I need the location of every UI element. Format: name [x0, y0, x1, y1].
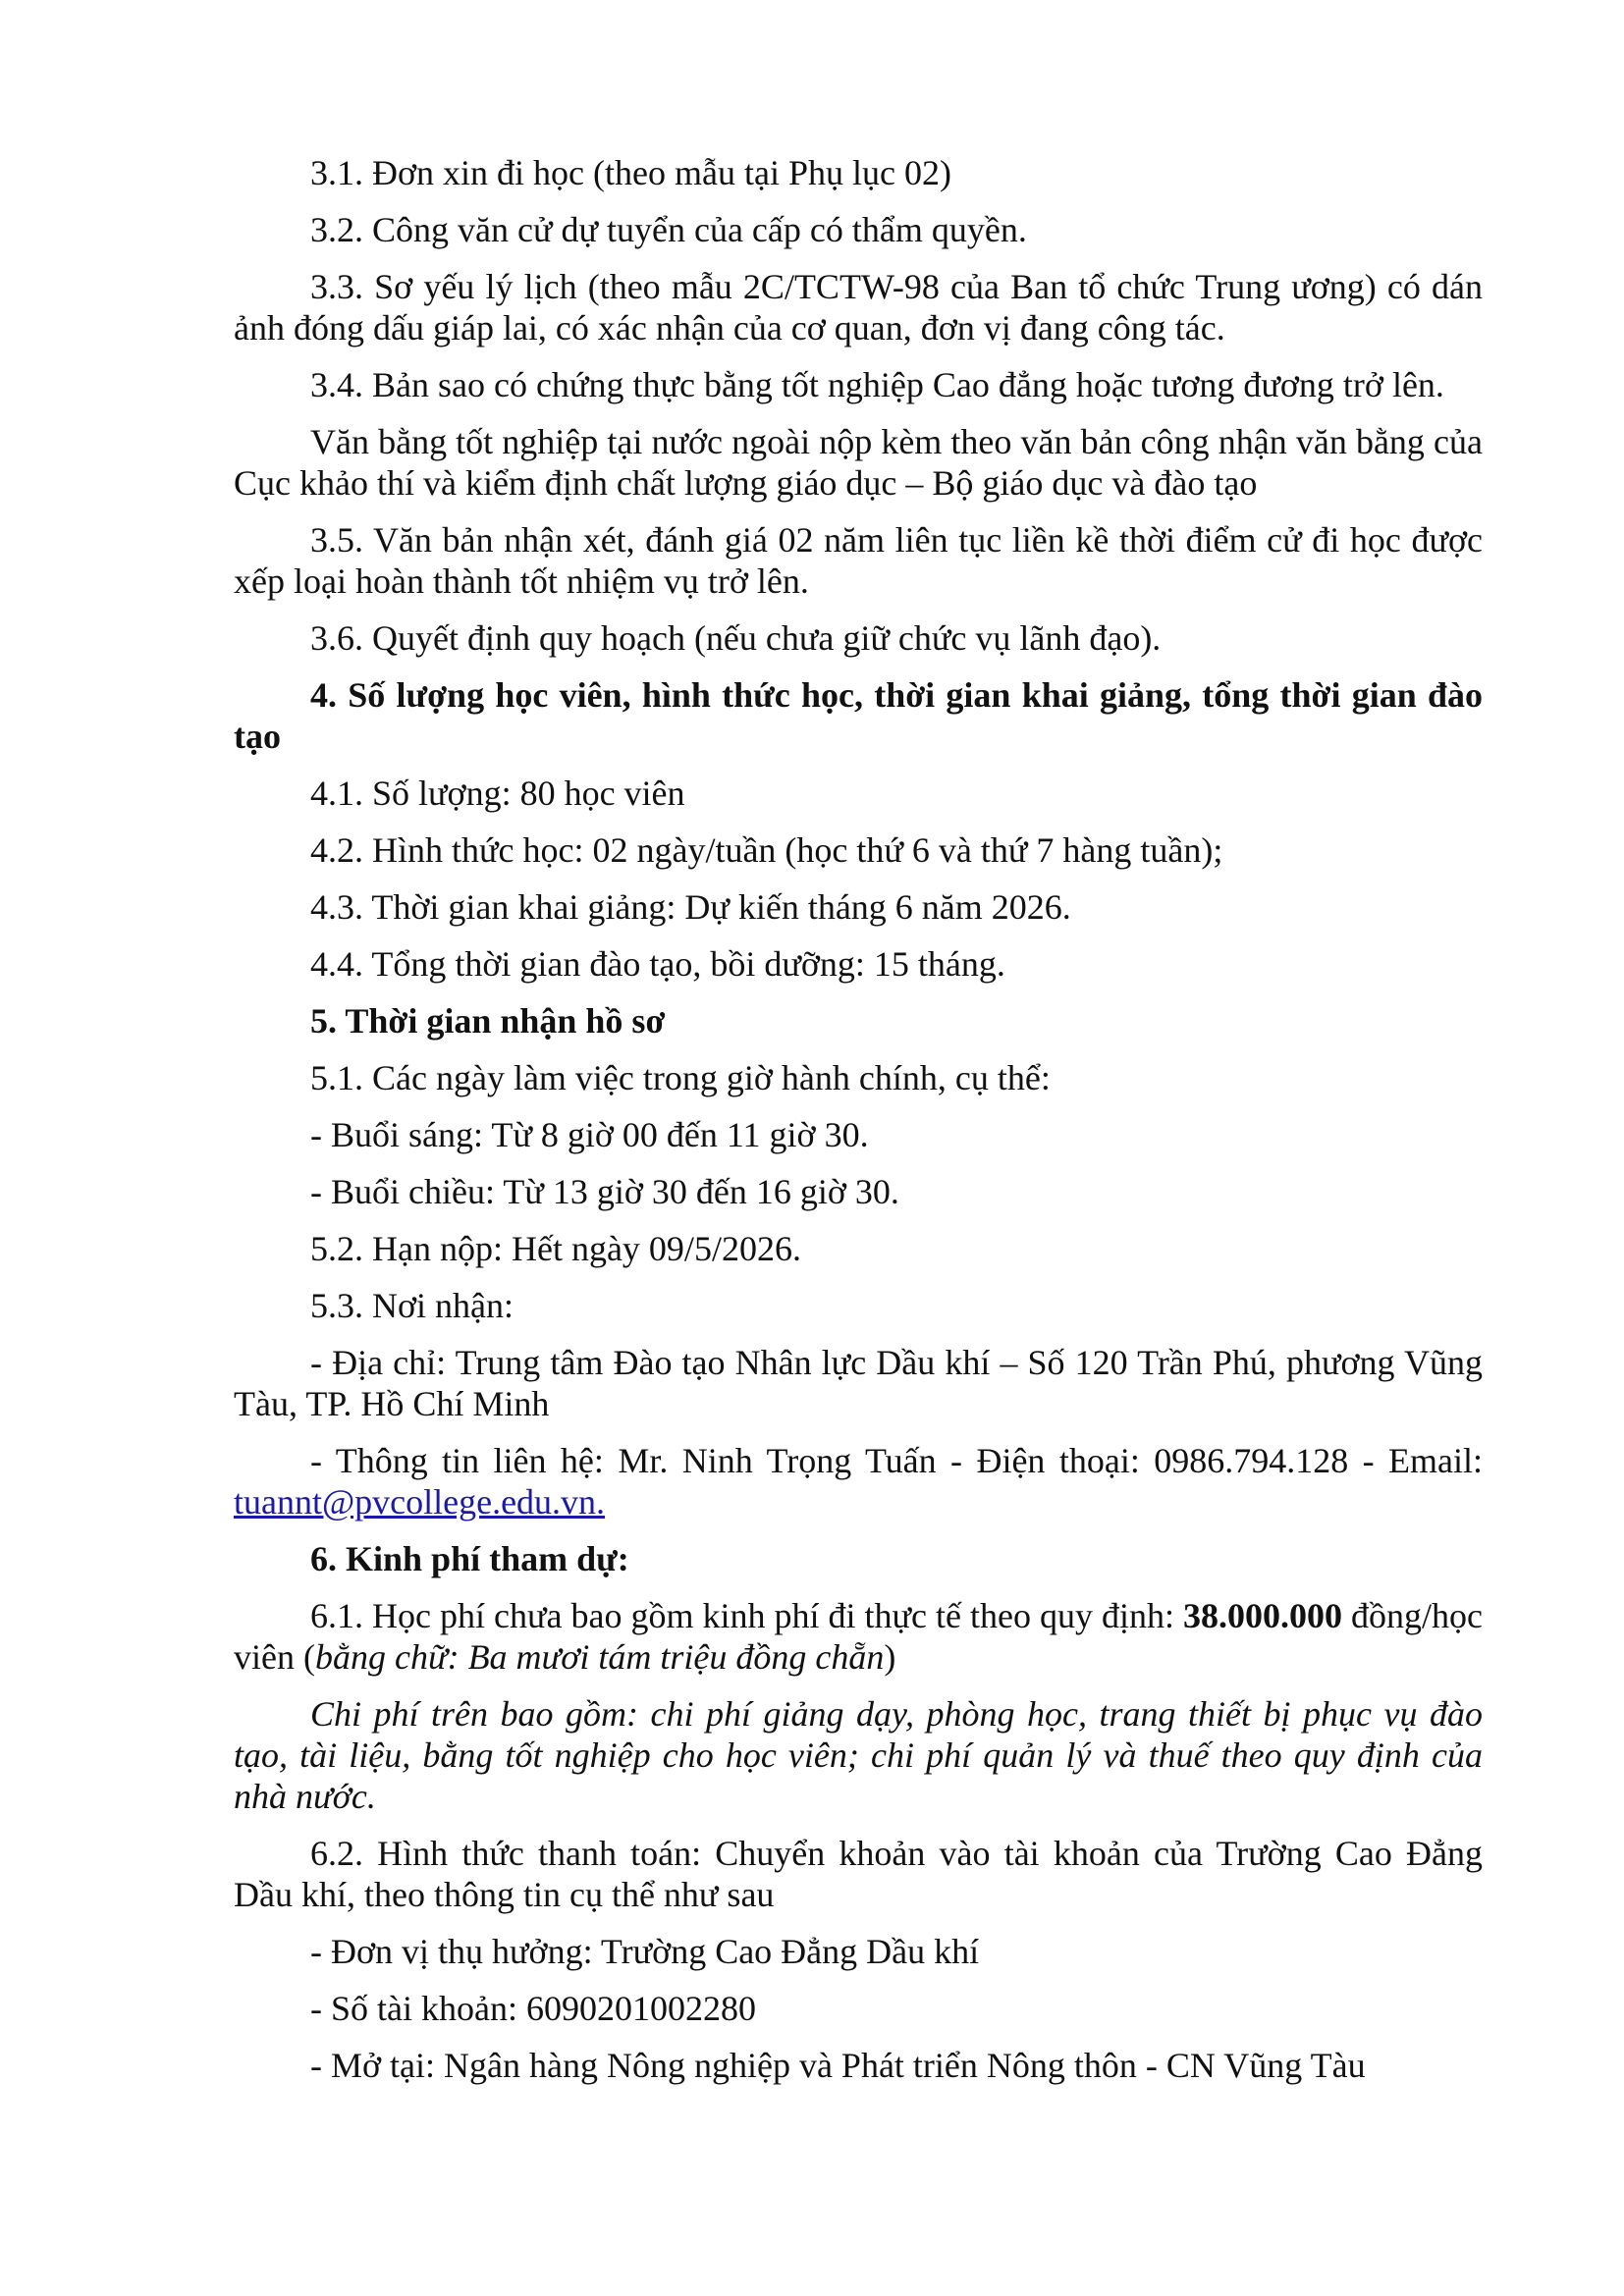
contact-text: - Thông tin liên hệ: Mr. Ninh Trọng Tuấn - Điện thoại: 0986.794.128 - Email: [310, 1441, 1483, 1480]
item-4-4: 4.4. Tổng thời gian đào tạo, bồi dưỡng: 15 tháng. [310, 944, 1005, 984]
item-5-1: 5.1. Các ngày làm việc trong giờ hành chính, cụ thể: [310, 1058, 1051, 1097]
item-4-1: 4.1. Số lượng: 80 học viên [310, 774, 685, 813]
item-3-4: 3.4. Bản sao có chứng thực bằng tốt nghiệp Cao đẳng hoặc tương đương trở lên. [310, 365, 1444, 404]
section-4-heading: 4. Số lượng học viên, hình thức học, thời gian khai giảng, tổng thời gian đào tạo [234, 675, 1483, 756]
afternoon-hours: - Buổi chiều: Từ 13 giờ 30 đến 16 giờ 30. [310, 1172, 899, 1211]
section-5-heading: 5. Thời gian nhận hồ sơ [310, 1001, 666, 1041]
bank-name: - Mở tại: Ngân hàng Nông nghiệp và Phát triển Nông thôn - CN Vũng Tàu [310, 2046, 1366, 2085]
address: - Địa chỉ: Trung tâm Đào tạo Nhân lực Dầu khí – Số 120 Trần Phú, phương Vũng Tàu, TP. Hồ Chí Minh [234, 1343, 1483, 1423]
item-3-4-note: Văn bằng tốt nghiệp tại nước ngoài nộp kèm theo văn bản công nhận văn bằng của Cục khảo thí và kiểm định chất lượng giáo dục – Bộ giáo dục và đào tạo [234, 422, 1483, 503]
item-4-3: 4.3. Thời gian khai giảng: Dự kiến tháng 6 năm 2026. [310, 887, 1071, 927]
contact-info [234, 1440, 1483, 1522]
item-3-2: 3.2. Công văn cử dự tuyển của cấp có thẩm quyền. [310, 210, 1027, 249]
item-6-1-prefix: 6.1. Học phí chưa bao gồm kinh phí đi thực tế theo quy định: [310, 1596, 1184, 1635]
section-6-heading: 6. Kinh phí tham dự: [310, 1539, 629, 1578]
item-6-1 [234, 1595, 1483, 1678]
email-link[interactable]: tuannt@pvcollege.edu.vn. [234, 1482, 606, 1522]
amount-in-words: bằng chữ: Ba mươi tám triệu đồng chẵn [314, 1637, 885, 1677]
tuition-amount: 38.000.000 [1183, 1596, 1343, 1635]
item-4-2: 4.2. Hình thức học: 02 ngày/tuần (học thứ 6 và thứ 7 hàng tuần); [310, 830, 1223, 870]
item-5-2: 5.2. Hạn nộp: Hết ngày 09/5/2026. [310, 1229, 801, 1268]
item-3-3: 3.3. Sơ yếu lý lịch (theo mẫu 2C/TCTW-98 của Ban tổ chức Trung ương) có dán ảnh đóng dấu giáp lai, có xác nhận của cơ quan, đơn vị đang công tác. [234, 267, 1483, 347]
morning-hours: - Buổi sáng: Từ 8 giờ 00 đến 11 giờ 30. [310, 1115, 869, 1154]
account-number: - Số tài khoản: 6090201002280 [310, 1989, 756, 2028]
item-3-5: 3.5. Văn bản nhận xét, đánh giá 02 năm liên tục liền kề thời điểm cử đi học được xếp loại hoàn thành tốt nhiệm vụ trở lên. [234, 520, 1483, 601]
item-6-2: 6.2. Hình thức thanh toán: Chuyển khoản vào tài khoản của Trường Cao Đẳng Dầu khí, theo thông tin cụ thể như sau [234, 1834, 1483, 1914]
item-5-3: 5.3. Nơi nhận: [310, 1286, 514, 1325]
item-6-1-suffix: đồng/học viên ( [234, 1596, 1484, 1677]
item-3-1: 3.1. Đơn xin đi học (theo mẫu tại Phụ lục 02) [310, 153, 951, 192]
item-3-6: 3.6. Quyết định quy hoạch (nếu chưa giữ chức vụ lãnh đạo). [310, 618, 1162, 658]
cost-note: Chi phí trên bao gồm: chi phí giảng dạy, phòng học, trang thiết bị phục vụ đào tạo, tài liệu, bằng tốt nghiệp cho học viên; chi phí quản lý và thuế theo quy định của nhà nước. [234, 1694, 1483, 1816]
beneficiary: - Đơn vị thụ hưởng: Trường Cao Đẳng Dầu khí [310, 1932, 980, 1971]
document-page [234, 152, 1483, 2102]
item-6-1-close: ) [884, 1637, 896, 1677]
